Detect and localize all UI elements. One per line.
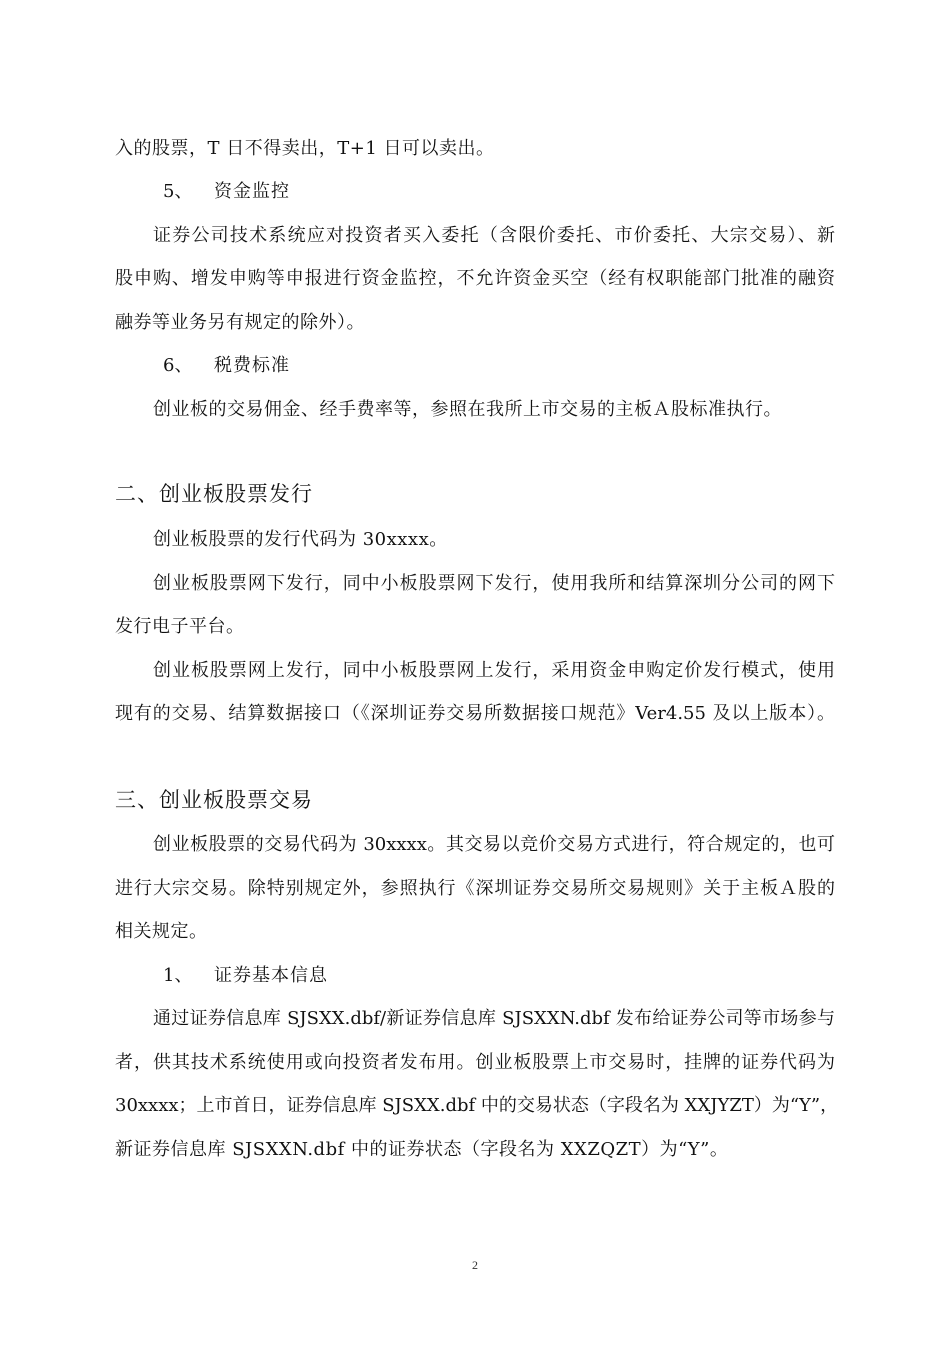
- paragraph-line: 股申购、增发申购等申报进行资金监控，不允许资金买空（经有权职能部门批准的融资: [115, 268, 835, 289]
- paragraph-line: 现有的交易、结算数据接口（《深圳证券交易所数据接口规范》Ver4.55 及以上版本）。: [115, 703, 835, 724]
- paragraph-line: 通过证券信息库 SJSXX.dbf/新证券信息库 SJSXXN.dbf 发布给证券公司等市场参与: [153, 1008, 835, 1029]
- list-item-number: 6、: [163, 355, 193, 376]
- paragraph-line: 融券等业务另有规定的除外）。: [115, 312, 365, 333]
- section-heading: 三、创业板股票交易: [115, 788, 313, 812]
- paragraph-line: 创业板股票的发行代码为 30xxxx。: [153, 529, 448, 550]
- section-heading: 二、创业板股票发行: [115, 482, 313, 506]
- paragraph-line: 新证券信息库 SJSXXN.dbf 中的证券状态（字段名为 XXZQZT）为“Y”。: [115, 1139, 729, 1160]
- paragraph-line: 创业板股票网上发行，同中小板股票网上发行，采用资金申购定价发行模式，使用: [153, 660, 835, 681]
- list-item-number: 1、: [163, 965, 193, 986]
- paragraph-line: 入的股票，T 日不得卖出，T+1 日可以卖出。: [115, 138, 495, 159]
- paragraph-line: 30xxxx；上市首日，证券信息库 SJSXX.dbf 中的交易状态（字段名为 XXJYZT）为“Y”，: [115, 1095, 839, 1116]
- paragraph-line: 者，供其技术系统使用或向投资者发布用。创业板股票上市交易时，挂牌的证券代码为: [115, 1052, 835, 1073]
- paragraph-line: 创业板股票网下发行，同中小板股票网下发行，使用我所和结算深圳分公司的网下: [153, 573, 835, 594]
- paragraph-line: 创业板股票的交易代码为 30xxxx。其交易以竞价交易方式进行，符合规定的，也可: [153, 834, 835, 855]
- list-item-heading: 证券基本信息: [214, 965, 328, 986]
- list-item-number: 5、: [163, 181, 193, 202]
- page-number: 2: [472, 1258, 478, 1272]
- paragraph-line: 发行电子平台。: [115, 616, 245, 637]
- paragraph-line: 进行大宗交易。除特别规定外，参照执行《深圳证券交易所交易规则》关于主板Ａ股的: [115, 878, 835, 899]
- paragraph-line: 相关规定。: [115, 921, 208, 942]
- paragraph-line: 创业板的交易佣金、经手费率等，参照在我所上市交易的主板Ａ股标准执行。: [153, 399, 782, 420]
- list-item-heading: 资金监控: [214, 181, 290, 202]
- list-item-heading: 税费标准: [214, 355, 290, 376]
- paragraph-line: 证券公司技术系统应对投资者买入委托（含限价委托、市价委托、大宗交易）、新: [153, 225, 835, 246]
